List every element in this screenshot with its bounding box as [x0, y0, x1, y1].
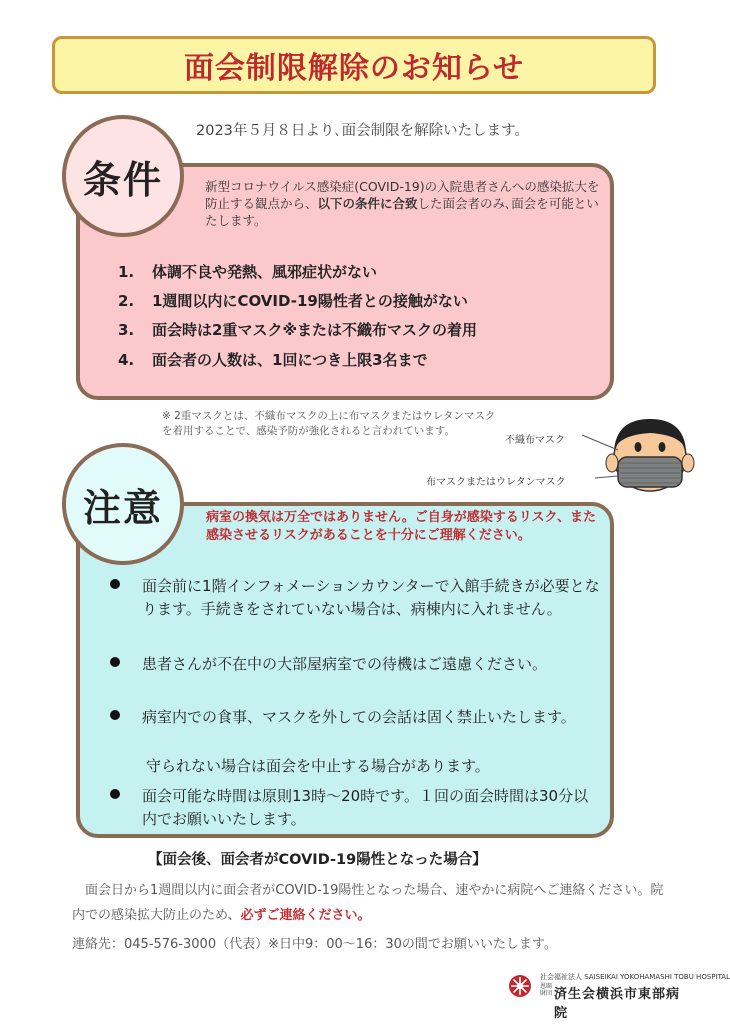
saiseikai-emblem-icon: [508, 974, 532, 998]
contact-info: 連絡先：045-576-3000（代表）※日中9：00～16：30の間でお願いいたします。: [72, 937, 557, 952]
conditions-desc-part2: した面会者のみ､面会を可能といたします。: [205, 196, 599, 228]
caution-badge-label: 注意: [82, 485, 163, 530]
intro-text: 2023年５月８日より､面会制限を解除いたします。: [196, 123, 529, 139]
caution-badge: [62, 443, 184, 565]
condition-item: 1. 体調不良や発熱、風邪症状がない: [118, 263, 378, 281]
conditions-badge-label: 条件: [82, 157, 163, 202]
hospital-name: 済生会横浜市東部病院: [554, 987, 681, 1021]
condition-item: 4. 面会者の人数は、1回につき上限3名まで: [118, 351, 428, 369]
condition-item: 2. 1週間以内にCOVID-19陽性者との接触がない: [118, 292, 468, 310]
logo-corp-type: 恩賜財団: [540, 983, 553, 997]
caution-bullet: 面会可能な時間は原則13時～20時です。１回の面会時間は30分以内でお願いいたします。: [110, 785, 600, 831]
caution-bullet: 患者さんが不在中の大部屋病室での待機はご遠慮ください。: [110, 653, 600, 676]
must-contact-text: 必ずご連絡ください。: [240, 908, 371, 923]
conditions-desc-part1: 新型コロナウイルス感染症(COVID-19)の入院患者さんへの感染拡大を防止する観点から、: [205, 179, 600, 211]
hospital-logo: [508, 972, 730, 1021]
page-title: 面会制限解除のお知らせ: [183, 51, 525, 86]
title-banner: [52, 36, 656, 94]
bullet-icon: [110, 657, 120, 667]
bullet-icon: [110, 710, 120, 720]
conditions-description: [205, 178, 605, 229]
caution-bullet: 病室内での食事、マスクを外しての会話は固く禁止いたします。: [110, 706, 600, 729]
post-visit-heading: 【面会後、面会者がCOVID-19陽性となった場合】: [148, 852, 487, 868]
conditions-desc-bold: 以下の条件に合致: [317, 196, 418, 211]
caution-consequence: 守られない場合は面会を中止する場合があります。: [146, 757, 490, 775]
bullet-icon: [110, 789, 120, 799]
bullet-icon: [110, 579, 120, 589]
conditions-badge: [62, 115, 184, 237]
ventilation-warning: 病室の換気は万全ではありません。ご自身が感染するリスク、また感染させるリスクがあることを十分にご理解ください。: [206, 510, 597, 543]
double-mask-note: ※ 2重マスクとは、不織布マスクの上に布マスクまたはウレタンマスクを着用することで、感染予防が強化されると言われています。: [162, 410, 496, 437]
condition-item: 3. 面会時は2重マスク※または不織布マスクの着用: [118, 321, 478, 339]
caution-bullet: 面会前に1階インフォメーションカウンターで入館手続きが必要となります。手続きをされていない場合は、病棟内に入れません。: [110, 575, 600, 621]
cloth-mask-label: 布マスクまたはウレタンマスク: [426, 477, 566, 488]
logo-subtitle: 社会福祉法人 SAISEIKAI YOKOHAMASHI TOBU HOSPITAL: [540, 973, 730, 981]
nonwoven-mask-label: 不織布マスク: [505, 435, 565, 446]
post-visit-body: 面会日から1週間以内に面会者がCOVID-19陽性となった場合、速やかに病院へご連絡ください。院内での感染拡大防止のため、必ずご連絡ください。: [72, 883, 664, 923]
